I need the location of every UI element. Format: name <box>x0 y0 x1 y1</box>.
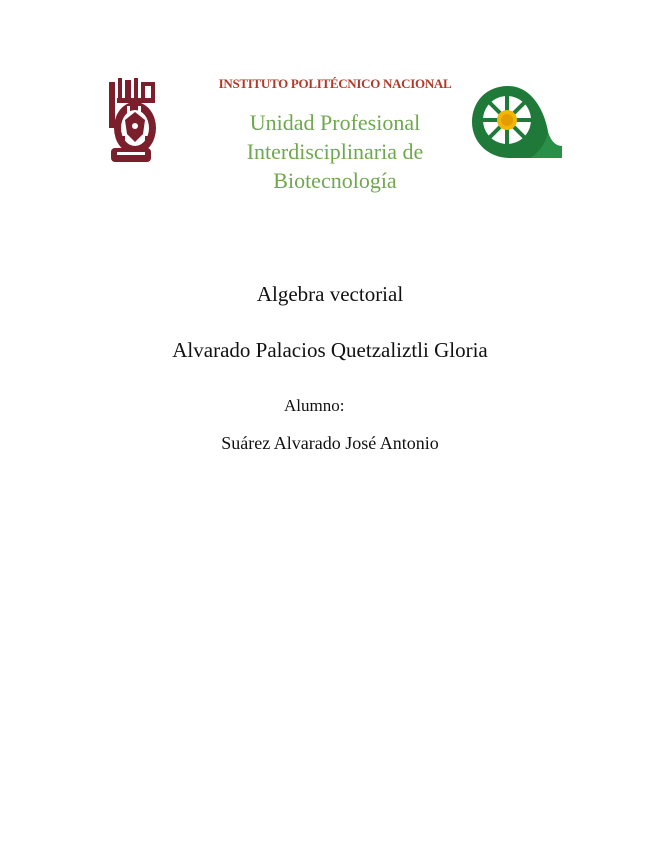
student-label: Alumno: <box>284 396 345 415</box>
unit-name-line-1: Unidad Profesional <box>249 110 421 135</box>
unit-name <box>200 108 470 195</box>
unit-name-line-2: Interdisciplinaria de <box>246 139 424 164</box>
teacher-name: Alvarado Palacios Quetzaliztli Gloria <box>172 338 488 362</box>
upibi-logo <box>470 84 564 160</box>
student-name: Suárez Alvarado José Antonio <box>221 433 439 453</box>
subject-title: Algebra vectorial <box>256 282 404 306</box>
unit-name-line-3: Biotecnología <box>273 168 397 193</box>
ipn-logo <box>107 76 159 166</box>
institute-name: INSTITUTO POLITÉCNICO NACIONAL <box>218 76 452 91</box>
